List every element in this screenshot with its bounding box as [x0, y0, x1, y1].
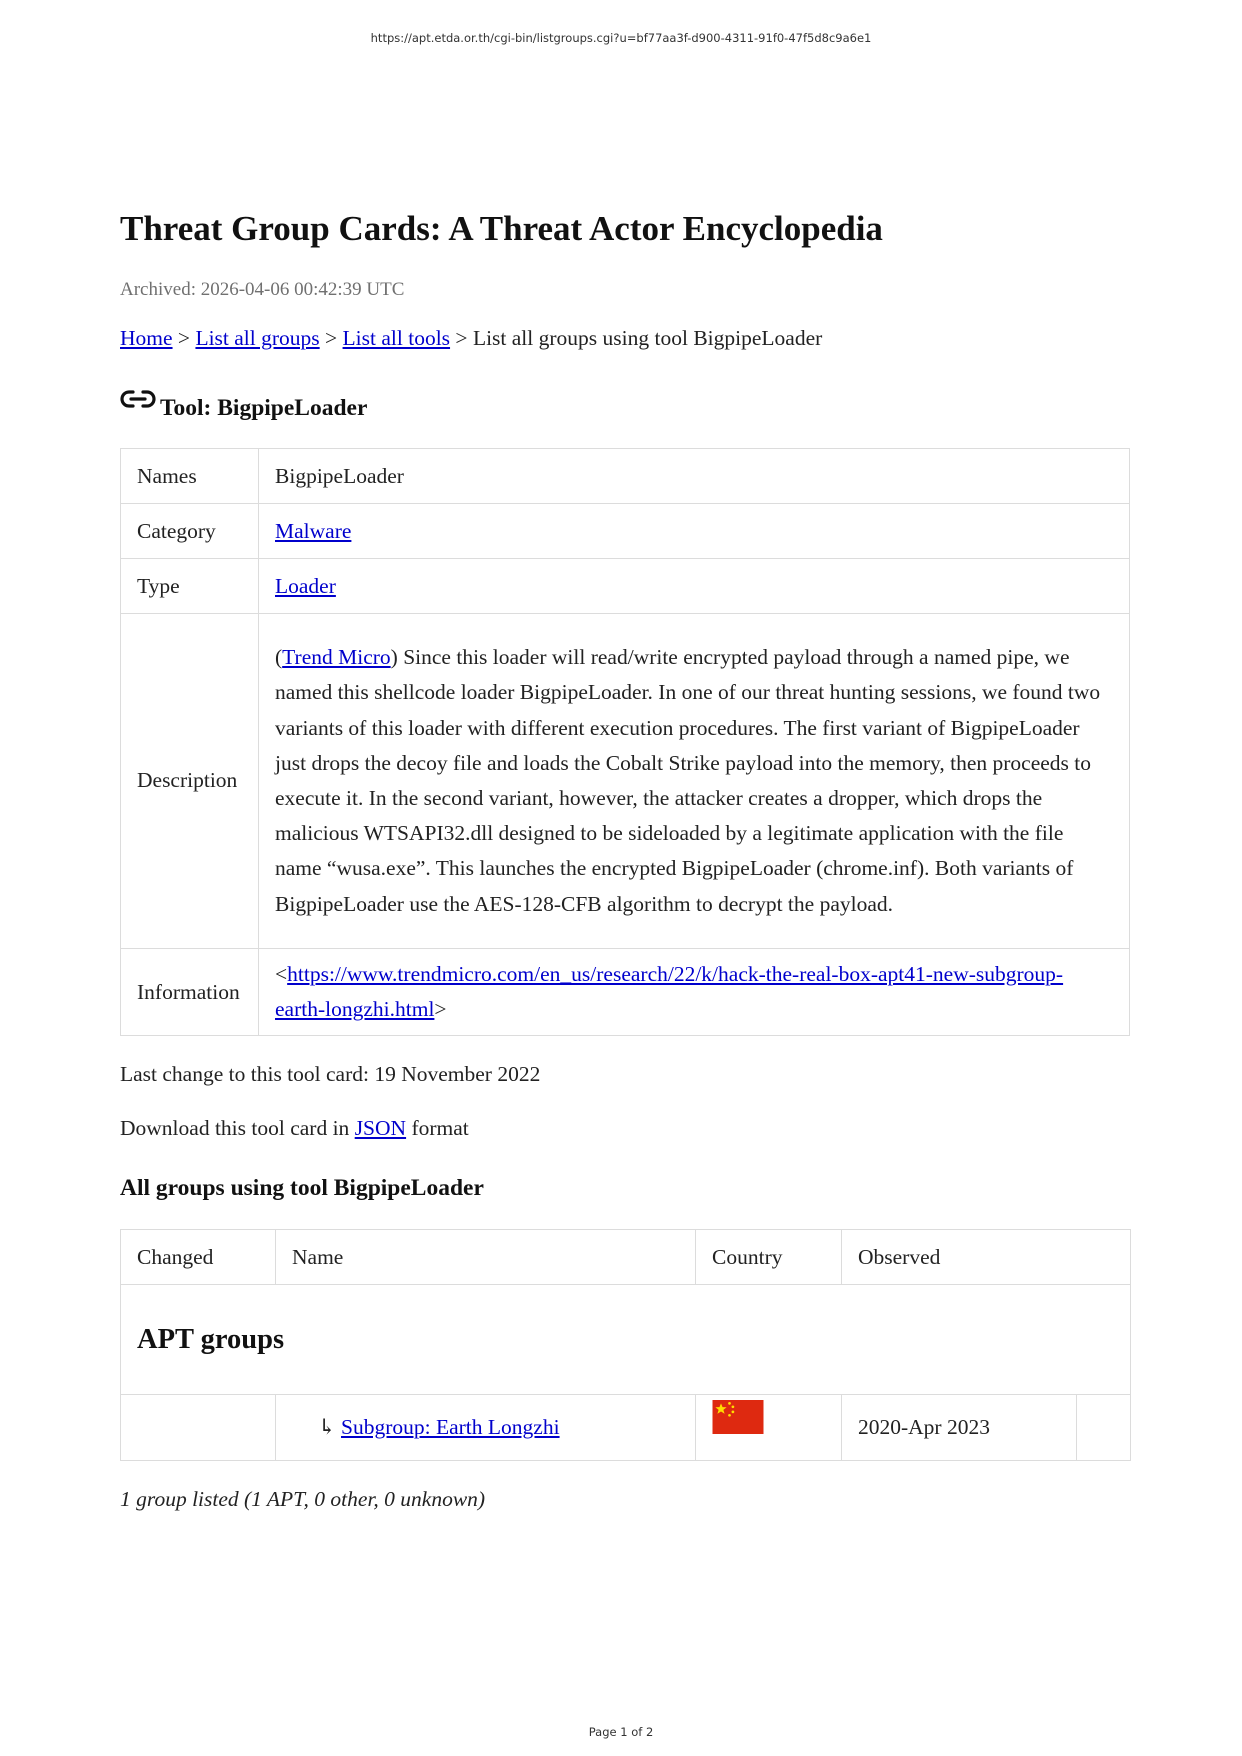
description-value [259, 614, 1130, 949]
col-changed: Changed [121, 1230, 276, 1285]
breadcrumb-separator: > [177, 326, 191, 350]
type-row [121, 559, 1130, 614]
json-download-link[interactable]: JSON [354, 1116, 407, 1140]
print-header-url: https://apt.etda.or.th/cgi-bin/listgroups.cgi?u=bf77aa3f-d900-4311-91f0-47f5d8c9a6e1 [370, 31, 872, 45]
category-cell [259, 504, 1130, 559]
col-country: Country [696, 1230, 842, 1285]
groups-table [120, 1229, 1131, 1461]
apt-groups-header: APT groups [121, 1285, 1131, 1395]
category-malware-link[interactable]: Malware [275, 518, 352, 543]
breadcrumb-separator: > [325, 326, 338, 350]
information-value [259, 949, 1130, 1036]
row-country [696, 1395, 842, 1461]
information-row [121, 949, 1130, 1036]
row-observed: 2020-Apr 2023 [842, 1395, 1077, 1461]
info-lt: < [275, 962, 288, 986]
row-name [276, 1395, 696, 1461]
download-suffix: format [406, 1116, 469, 1140]
breadcrumb-current: List all groups using tool BigpipeLoader [472, 326, 823, 350]
names-value: BigpipeLoader [259, 449, 1130, 504]
tool-title: Tool: BigpipeLoader [160, 395, 368, 421]
names-row [121, 449, 1130, 504]
type-loader-link[interactable]: Loader [275, 573, 336, 598]
breadcrumb [120, 326, 1130, 351]
link-icon [120, 385, 156, 410]
tool-info-table [120, 448, 1130, 1036]
row-changed [121, 1395, 276, 1461]
earth-longzhi-link[interactable]: Subgroup: Earth Longzhi [341, 1415, 560, 1439]
row-extra [1077, 1395, 1131, 1461]
breadcrumb-home-link[interactable]: Home [120, 326, 173, 350]
china-flag-icon [712, 1400, 764, 1440]
subgroup-arrow-icon: ↳ [318, 1415, 337, 1439]
breadcrumb-separator: > [455, 326, 468, 350]
trendmicro-report-link-line1: https://www.trendmicro.com/en_us/research/22/k/hack-the-real-box-apt41-new-subgroup- [287, 962, 1064, 986]
table-row [121, 1395, 1131, 1461]
page-number: Page 1 of 2 [588, 1725, 654, 1739]
apt-section-row [121, 1285, 1131, 1395]
download-prefix: Download this tool card in [120, 1116, 355, 1140]
tool-heading [120, 385, 1130, 422]
download-line [120, 1116, 1130, 1141]
type-label: Type [121, 559, 259, 614]
names-label: Names [121, 449, 259, 504]
info-gt: > [434, 997, 447, 1021]
groups-header-row [121, 1230, 1131, 1285]
trend-micro-link[interactable]: Trend Micro [282, 645, 391, 670]
category-label: Category [121, 504, 259, 559]
breadcrumb-list-tools-link[interactable]: List all tools [342, 326, 451, 350]
category-row [121, 504, 1130, 559]
information-label: Information [121, 949, 259, 1036]
col-observed: Observed [842, 1230, 1131, 1285]
groups-summary: 1 group listed (1 APT, 0 other, 0 unknown) [120, 1487, 486, 1511]
breadcrumb-list-groups-link[interactable]: List all groups [195, 326, 320, 350]
description-row [121, 614, 1130, 949]
page-title: Threat Group Cards: A Threat Actor Encyclopedia [120, 209, 883, 248]
description-label: Description [121, 614, 259, 949]
description-open-paren: ( [275, 645, 283, 670]
col-name: Name [276, 1230, 696, 1285]
type-cell [259, 559, 1130, 614]
groups-heading: All groups using tool BigpipeLoader [120, 1175, 484, 1201]
trendmicro-report-link[interactable] [275, 962, 1063, 1021]
trendmicro-report-link-line2: earth-longzhi.html [275, 997, 435, 1021]
description-text: ) Since this loader will read/write encrypted payload through a named pipe, we named this shellcode loader BigpipeLoader. In one of our threat hunting sessions, we found two variants of this loader with different execution procedures. The first variant of BigpipeLoader just drops the decoy file and loads the Cobalt Strike payload into the memory, then proceeds to execute it. In the second variant, however, the attacker creates a dropper, which drops the malicious WTSAPI32.dll designed to be sideloaded by a legitimate application with the file name “wusa.exe”. This launches the encrypted BigpipeLoader (chrome.inf). Both variants of BigpipeLoader use the AES-128-CFB algorithm to decrypt the payload. [275, 645, 1101, 916]
last-change-text: Last change to this tool card: 19 November 2022 [120, 1062, 541, 1086]
main-content [120, 208, 1130, 1512]
archived-timestamp: Archived: 2026-04-06 00:42:39 UTC [120, 279, 405, 300]
